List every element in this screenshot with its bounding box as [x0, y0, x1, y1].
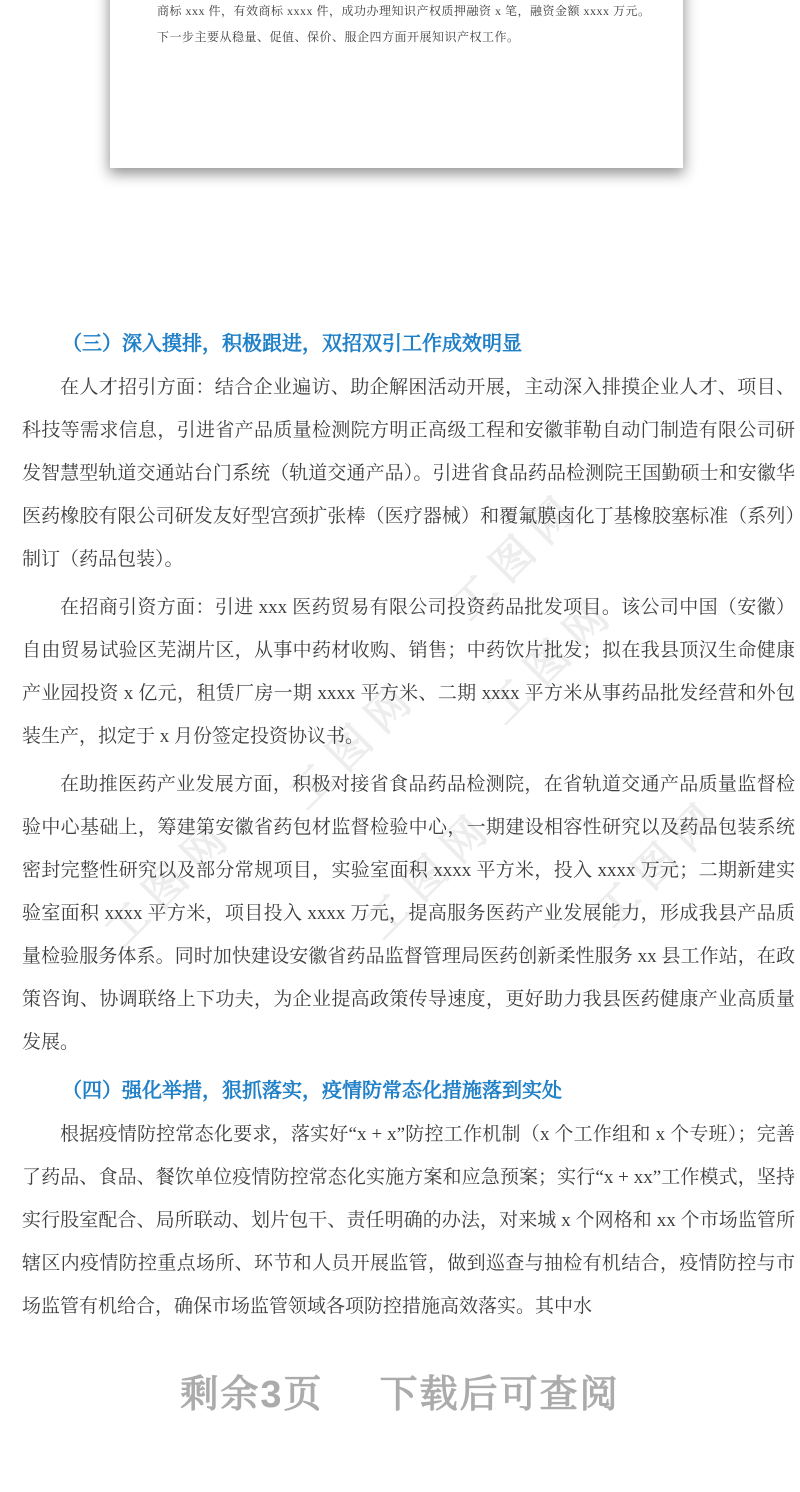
paragraph: 在助推医药产业发展方面，积极对接省食品药品检测院，在省轨道交通产品质量监督检验中心基础上，筹建第安徽省药包材监督检验中心，一期建设相容性研究以及药品包装系统密封完整性研究以及部分常规项目，实验室面积 xxxx 平方米，投入 xxxx 万元；二期新建实验室面积 xxxx 平方米，项目投入 xxxx 万元，提高服务医药产业发展能力，形成我县产品质量检验服务体系。同时加快建设安徽省药品监督管理局医药创新柔性服务 xx 县工作站，在政策咨询、协调联络上下功夫，为企业提高政策传导速度，更好助力我县医药健康产业高质量发展。	[22, 774, 795, 1053]
paragraph: 在招商引资方面：引进 xxx 医药贸易有限公司投资药品批发项目。该公司中国（安徽）自由贸易试验区芜湖片区，从事中药材收购、销售；中药饮片批发；拟在我县顶汉生命健康产业园投资 x 亿元，租赁厂房一期 xxxx 平方米、二期 xxxx 平方米从事药品批发经营和外包装生产，拟定于 x 月份签定投资协议书。	[22, 597, 795, 747]
site-watermark: 工图网	[281, 671, 429, 819]
preview-footer	[0, 1363, 800, 1418]
section-heading: （三）深入摸排，积极跟进，双招双引工作成效明显	[62, 333, 522, 355]
download-hint-label[interactable]: 下载后可查阅	[379, 1374, 620, 1416]
site-watermark: 工图网	[444, 482, 592, 630]
remaining-pages-label: 剩余3页	[180, 1374, 324, 1416]
thumbnail-text-line: 下一步主要从稳量、促值、保价、服企四方面开展知识产权工作。	[157, 30, 520, 44]
section-heading: （四）强化举措，狠抓落实，疫情防常态化措施落到实处	[62, 1080, 562, 1102]
site-watermark: 工图网	[479, 586, 627, 734]
site-watermark: 工图网	[357, 801, 505, 949]
site-watermark: 工图网	[587, 789, 735, 937]
document-body	[22, 331, 795, 1333]
paragraph: 在人才招引方面：结合企业遍访、助企解困活动开展，主动深入排摸企业人才、项目、科技等需求信息，引进省产品质量检测院方明正高级工程和安徽菲勒自动门制造有限公司研发智慧型轨道交通站台门系统（轨道交通产品）。引进省食品药品检测院王国勤硕士和安徽华医药橡胶有限公司研发友好型宫颈扩张棒（医疗器械）和覆氟膜卤化丁基橡胶塞标准（系列）制订（药品包装）。	[22, 377, 795, 570]
site-watermark: 工图网	[97, 809, 245, 957]
thumbnail-text-line: 商标 xxx 件，有效商标 xxxx 件，成功办理知识产权质押融资 x 笔，融资金额 xxxx 万元。	[157, 4, 651, 18]
page-thumbnail-card	[110, 0, 683, 168]
paragraph: 根据疫情防控常态化要求，落实好“x + x”防控工作机制（x 个工作组和 x 个专班）；完善了药品、食品、餐饮单位疫情防控常态化实施方案和应急预案；实行“x + xx”工作模式，坚持实行股室配合、局所联动、划片包干、责任明确的办法，对来城 x 个网格和 xx 个市场监管所辖区内疫情防控重点场所、环节和人员开展监管，做到巡查与抽检有机结合，疫情防控与市场监管有机给合，确保市场监管领域各项防控措施高效落实。其中水	[22, 1124, 795, 1317]
